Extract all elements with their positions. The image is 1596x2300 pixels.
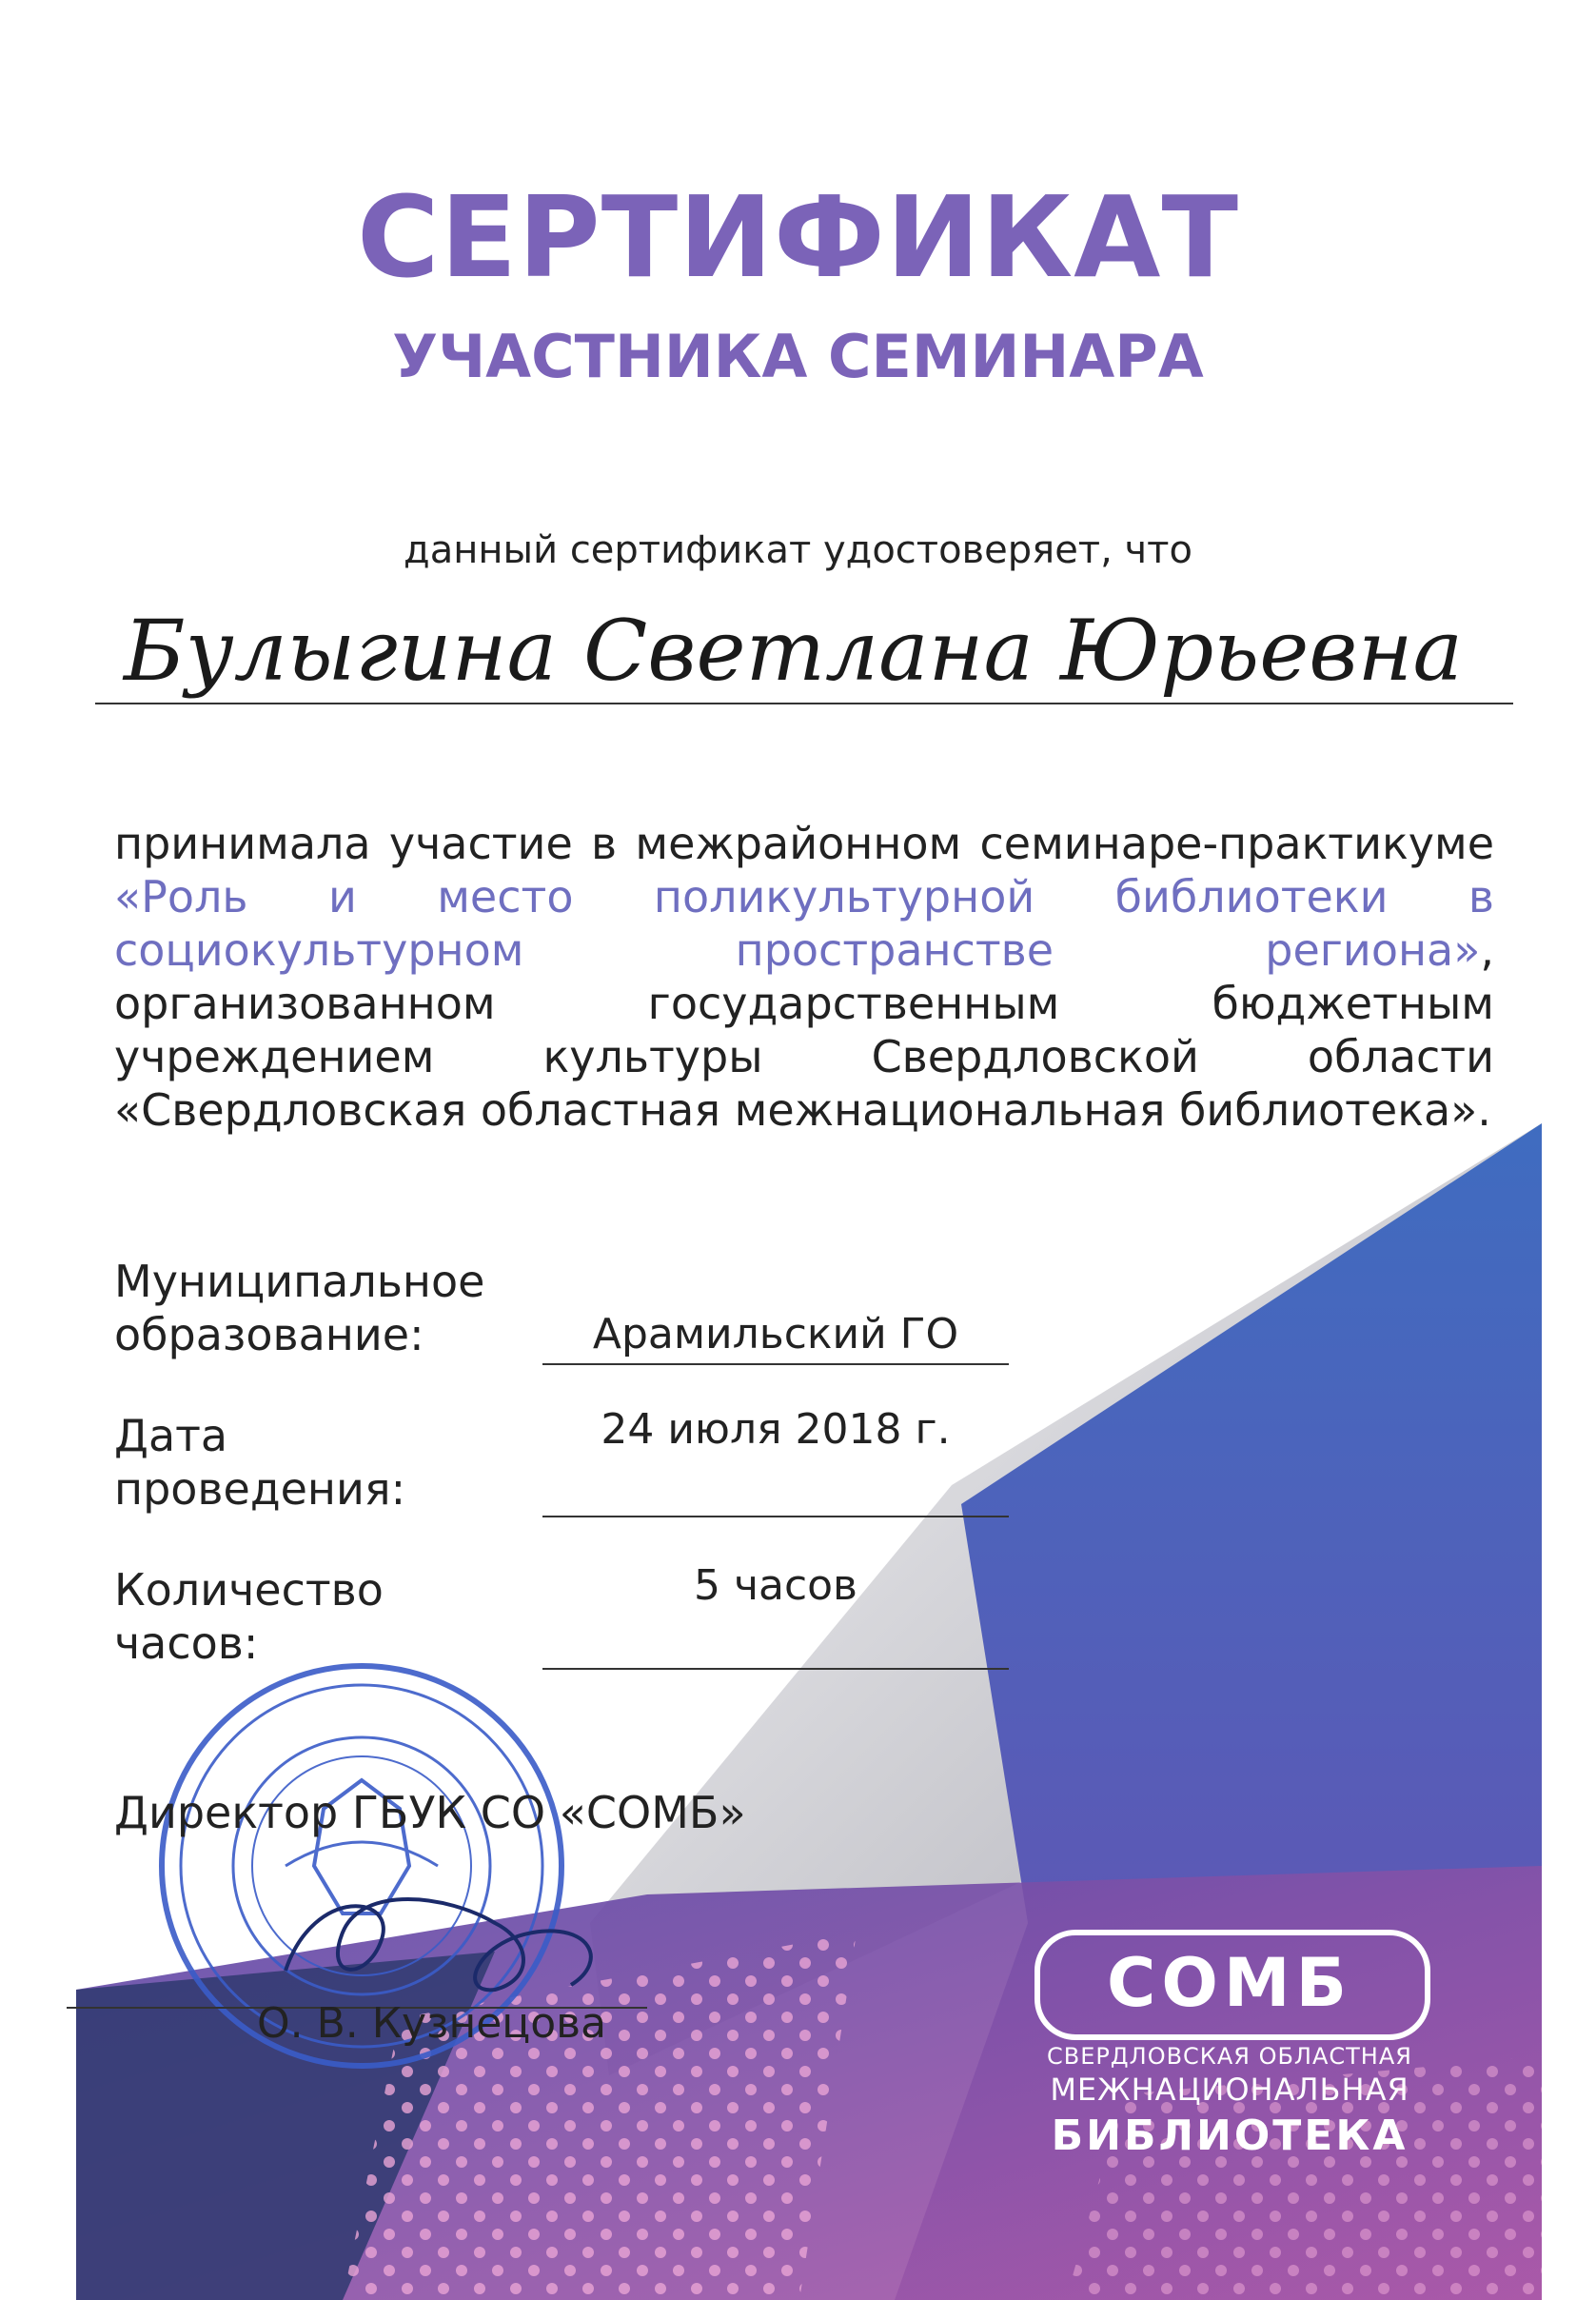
date-label: Дата проведения:: [114, 1410, 406, 1515]
municipality-value: Арамильский ГО: [592, 1310, 959, 1358]
hours-underline: [542, 1668, 1009, 1670]
hours-label: Количество часов:: [114, 1564, 384, 1669]
logo-line-1: СВЕРДЛОВСКАЯ ОБЛАСТНАЯ: [1047, 2043, 1412, 2070]
date-value: 24 июля 2018 г.: [601, 1405, 951, 1454]
participation-statement: [114, 817, 1494, 1137]
statement-rest: , организованном государственным бюджетным учреждением культуры Свердловской области «Свердловская областная межнациональная библиотека».: [114, 924, 1494, 1136]
statement-intro: принимала участие в межрайонном семинаре-практикуме: [114, 818, 1494, 869]
municipality-underline: [542, 1363, 1009, 1365]
director-name: О. В. Кузнецова: [257, 1999, 607, 2048]
seminar-title: «Роль и место поликультурной библиотеки в социокультурном пространстве региона»: [114, 871, 1494, 976]
certificate-subtitle: УЧАСТНИКА СЕМИНАРА: [392, 322, 1204, 391]
hours-value: 5 часов: [694, 1561, 857, 1610]
certifies-text: данный сертификат удостоверяет, что: [404, 528, 1192, 572]
logo-mark: СОМБ: [1107, 1944, 1352, 2022]
municipality-label: Муниципальное образование:: [114, 1256, 485, 1360]
participant-name: Булыгина Светлана Юрьевна: [124, 602, 1463, 700]
date-underline: [542, 1516, 1009, 1517]
logo-line-2: МЕЖНАЦИОНАЛЬНАЯ: [1050, 2072, 1409, 2108]
certificate-title: СЕРТИФИКАТ: [357, 171, 1239, 303]
director-label: Директор ГБУК СО «СОМБ»: [114, 1787, 746, 1838]
logo-line-3: БИБЛИОТЕКА: [1051, 2112, 1409, 2160]
name-underline: [95, 703, 1513, 704]
